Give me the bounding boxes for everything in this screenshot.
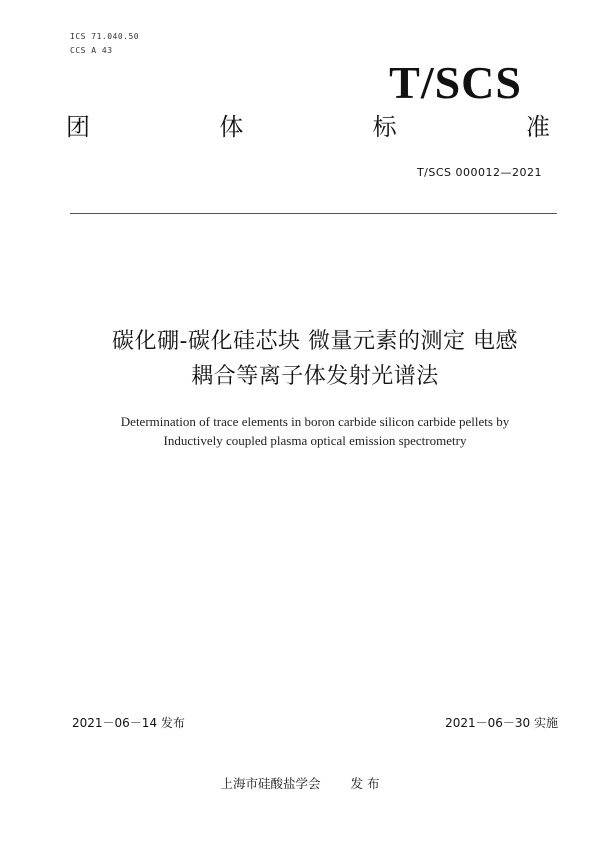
chinese-title-line-2: 耦合等离子体发射光谱法 [191, 364, 439, 389]
english-title-line-1: Determination of trace elements in boron carbide silicon carbide pellets by [120, 414, 510, 429]
standard-type-char: 准 [525, 113, 550, 141]
implementation-date: 2021－06－30 实施 [445, 716, 558, 730]
standard-number: T/SCS 000012—2021 [416, 166, 542, 179]
ccs-code: CCS A 43 [70, 46, 113, 55]
header-divider [70, 213, 557, 214]
standard-type-char: 体 [219, 113, 244, 141]
issue-date: 2021－06－14 发布 [72, 716, 185, 730]
english-title-line-2: Inductively coupled plasma optical emission spectrometry [163, 433, 467, 448]
publisher-name: 上海市硅酸盐学会 [220, 776, 321, 791]
standard-type-char: 标 [372, 113, 397, 141]
chinese-title-line-1: 碳化硼-碳化硅芯块 微量元素的测定 电感 [112, 329, 518, 354]
standard-brand-logo: T/SCS [389, 57, 522, 108]
publisher-line [0, 778, 600, 791]
standard-type-heading [66, 115, 550, 139]
publisher-action: 发 布 [350, 776, 380, 791]
standard-type-char: 团 [66, 113, 90, 141]
ics-code: ICS 71.040.50 [70, 32, 140, 41]
